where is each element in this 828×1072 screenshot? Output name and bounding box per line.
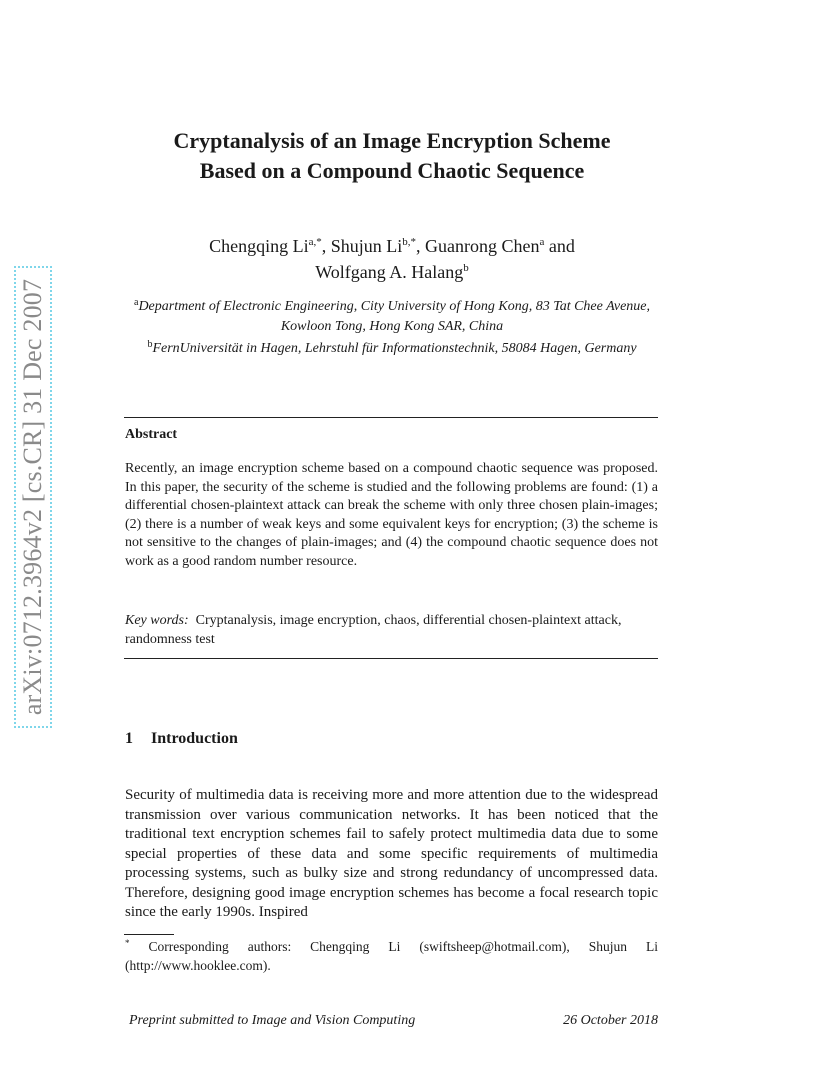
section-title: Introduction [151, 730, 238, 747]
abstract-top-rule [124, 417, 658, 418]
footer-venue: Preprint submitted to Image and Vision Computing [129, 1013, 416, 1028]
title-line-1: Cryptanalysis of an Image Encryption Scheme [173, 128, 611, 153]
affiliation-text: FernUniversität in Hagen, Lehrstuhl für Informationstechnik, 58084 Hagen, Germany [152, 341, 637, 356]
footnote [125, 938, 658, 975]
footnote-mark: * [125, 938, 130, 948]
author-list [130, 233, 654, 285]
abstract-heading: Abstract [125, 427, 178, 442]
keywords [125, 612, 658, 649]
introduction-text: Security of multimedia data is receiving more and more attention due to the widespread transmission over various communication networks. It has been noticed that the traditional text encryption schemes fail to safely protect multimedia data due to some special properties of these data and some specific requirements of multimedia processing systems, such as bulky size and strong redundancy of uncompressed data. Therefore, designing good image encryption schemes has become a focal research topic since the early 1990s. Inspired [125, 787, 658, 920]
author-name: Wolfgang A. Halang [315, 262, 464, 282]
author-name: Shujun Li [330, 236, 403, 256]
footnote-rule [124, 934, 174, 935]
keywords-label: Key words: [125, 613, 189, 628]
author-name: Chengqing Li [209, 236, 309, 256]
section-heading [125, 730, 238, 748]
author-affil-mark: a [539, 236, 545, 248]
affiliation-mark: b [147, 339, 153, 350]
section-number: 1 [125, 730, 133, 747]
affiliation-text: Department of Electronic Engineering, City University of Hong Kong, 83 Tat Chee Avenue, Kowloon Tong, Hong Kong SAR, China [138, 299, 651, 334]
arxiv-stamp-text: arXiv:0712.3964v2 [cs.CR] 31 Dec 2007 [18, 278, 47, 716]
affiliation-mark: a [133, 297, 139, 308]
abstract-text: Recently, an image encryption scheme based on a compound chaotic sequence was proposed. In this paper, the security of the scheme is studied and the following problems are found: (1) a differential chosen-plaintext attack can break the scheme with only three chosen plain-images; (2) there is a number of weak keys and some equivalent keys for encryption; (3) the scheme is not sensitive to the changes of plain-images; and (4) the compound chaotic sequence does not work as a good random number resource. [125, 461, 658, 569]
affiliation-b [128, 339, 656, 359]
abstract-bottom-rule [124, 658, 658, 659]
author-name: Guanrong Chen [425, 236, 540, 256]
paper-title [120, 126, 664, 186]
author-affil-mark: b [463, 262, 469, 274]
footnote-text: Corresponding authors: Chengqing Li (swiftsheep@hotmail.com), Shujun Li (http://www.hooklee.com). [125, 939, 658, 973]
title-line-2: Based on a Compound Chaotic Sequence [199, 158, 585, 183]
author-separator: , [321, 236, 331, 256]
arxiv-stamp[interactable] [14, 266, 52, 728]
footer-date: 26 October 2018 [563, 1013, 658, 1028]
author-affil-mark: a,* [308, 236, 322, 248]
author-affil-mark: b,* [402, 236, 417, 248]
affiliation-a [128, 297, 656, 337]
author-separator: and [544, 236, 575, 256]
keywords-text: Cryptanalysis, image encryption, chaos, differential chosen-plaintext attack, randomness test [125, 613, 622, 647]
author-separator: , [416, 236, 426, 256]
